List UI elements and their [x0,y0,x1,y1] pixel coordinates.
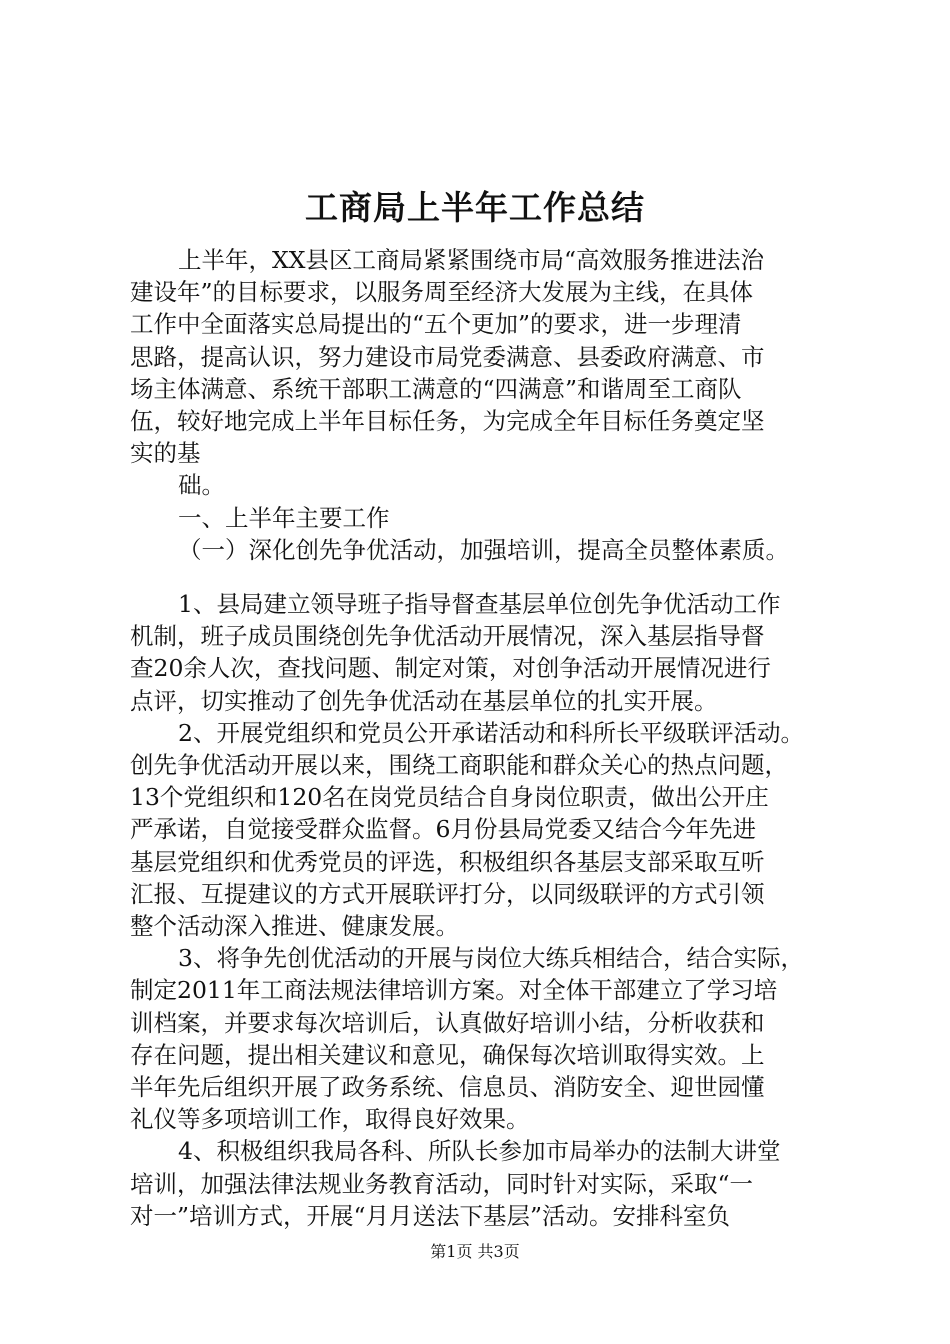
subsection-heading: （一）深化创先争优活动，加强培训，提高全员整体素质。 [178,535,789,564]
paragraph-line: 机制，班子成员围绕创先争优活动开展情况，深入基层指导督 [130,622,765,651]
paragraph-line: 汇报、互提建议的方式开展联评打分，以同级联评的方式引领 [130,879,765,908]
paragraph-line: 4、积极组织我局各科、所队长参加市局举办的法制大讲堂 [178,1137,781,1166]
paragraph-line: 1、县局建立领导班子指导督查基层单位创先争优活动工作 [178,590,781,618]
paragraph-line: 伍，较好地完成上半年目标任务，为完成全年目标任务奠定坚 [130,407,765,435]
paragraph-line: 实的基 [130,439,201,468]
page-footer: 第1页 共3页 [430,1242,520,1261]
paragraph-line: 创先争优活动开展以来，围绕工商职能和群众关心的热点问题， [130,751,788,779]
paragraph-line: 整个活动深入推进、健康发展。 [130,912,459,940]
paragraph-line: 严承诺，自觉接受群众监督。6月份县局党委又结合今年先进 [130,815,756,844]
paragraph-line: 13个党组织和120名在岗党员结合自身岗位职责，做出公开庄 [130,783,769,812]
paragraph-line: 2、开展党组织和党员公开承诺活动和科所长平级联评活动。 [178,718,804,747]
section-heading: 一、上半年主要工作 [178,503,390,532]
paragraph-line: 3、将争先创优活动的开展与岗位大练兵相结合，结合实际， [178,944,804,973]
paragraph-line: 思路，提高认识，努力建设市局党委满意、县委政府满意、市 [130,342,765,371]
paragraph-line: 工作中全面落实总局提出的“五个更加”的要求，进一步理清 [130,310,742,339]
paragraph-line: 半年先后组织开展了政务系统、信息员、消防安全、迎世园懂 [130,1073,765,1101]
paragraph-line: 础。 [178,471,225,500]
paragraph-line: 存在问题，提出相关建议和意见，确保每次培训取得实效。上 [130,1040,765,1069]
paragraph-line: 对一”培训方式，开展“月月送法下基层”活动。安排科室负 [130,1201,731,1230]
paragraph-line: 点评，切实推动了创先争优活动在基层单位的扎实开展。 [130,686,718,715]
paragraph-line: 上半年，XX县区工商局紧紧围绕市局“高效服务推进法治 [178,246,764,274]
paragraph-line: 训档案，并要求每次培训后，认真做好培训小结，分析收获和 [130,1008,765,1037]
paragraph-line: 礼仪等多项培训工作，取得良好效果。 [130,1105,530,1134]
document-title: 工商局上半年工作总结 [305,188,645,227]
paragraph-line: 建设年”的目标要求，以服务周至经济大发展为主线，在具体 [130,278,754,307]
paragraph-line: 基层党组织和优秀党员的评选，积极组织各基层支部采取互听 [130,847,765,876]
paragraph-line: 培训，加强法律法规业务教育活动，同时针对实际，采取“一 [130,1169,754,1198]
paragraph-line: 查20余人次，查找问题、制定对策，对创争活动开展情况进行 [130,654,771,683]
paragraph-line: 制定2011年工商法规法律培训方案。对全体干部建立了学习培 [130,976,778,1005]
paragraph-line: 场主体满意、系统干部职工满意的“四满意”和谐周至工商队 [130,374,742,403]
